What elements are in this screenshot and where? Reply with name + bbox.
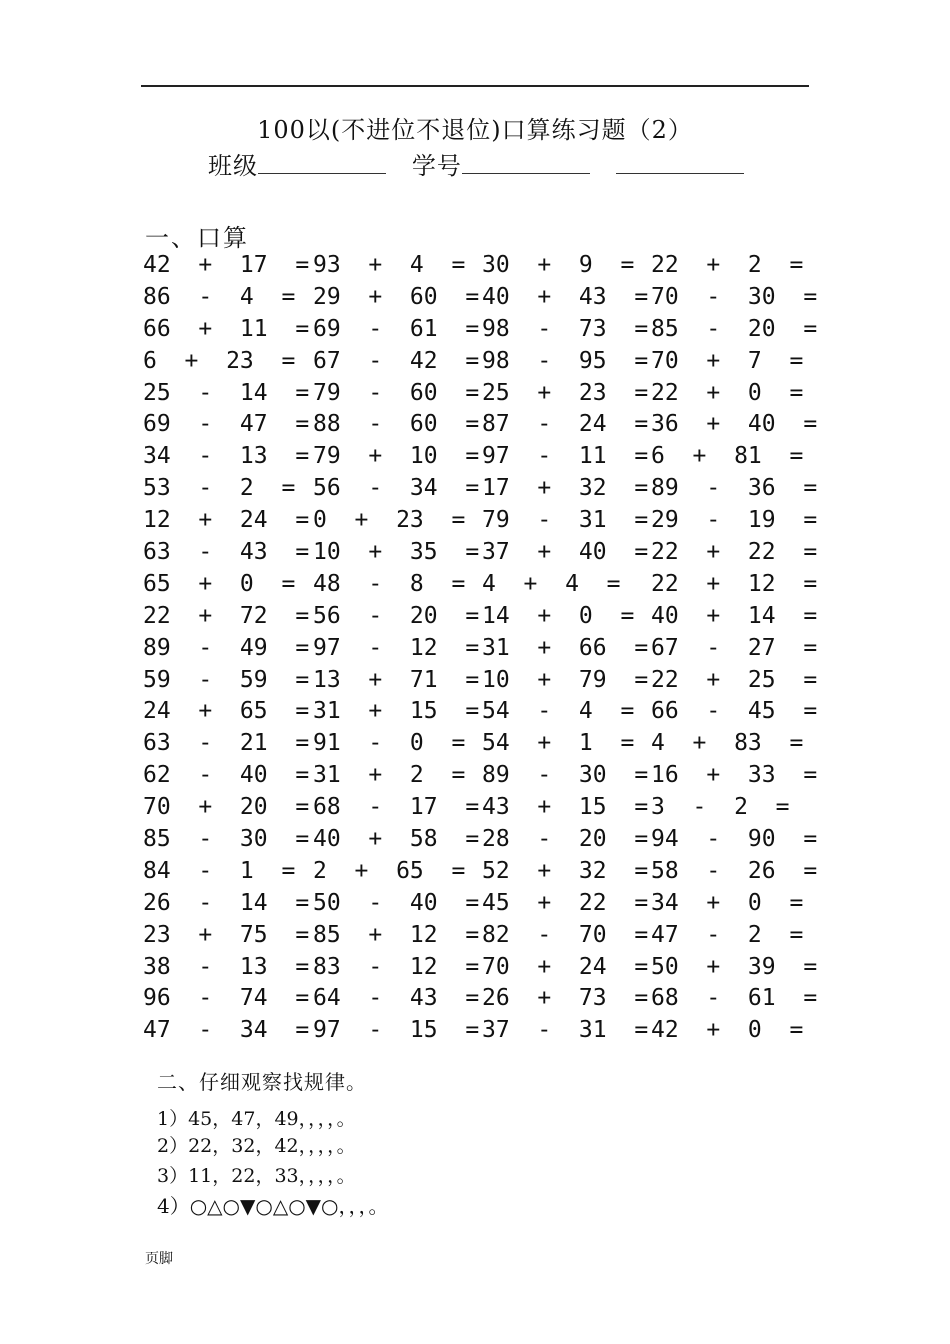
problem-item: 47 - 2 = [651, 921, 804, 948]
problem-item: 54 + 1 = [482, 730, 635, 757]
problem-item: 10 + 79 = [482, 666, 649, 693]
problem-item: 59 - 59 = [143, 666, 310, 693]
problem-item: 36 + 40 = [651, 411, 818, 438]
problem-item: 34 - 13 = [143, 443, 310, 470]
problem-item: 22 + 72 = [143, 602, 310, 629]
problem-row [143, 378, 823, 410]
problem-item: 22 + 2 = [651, 252, 804, 278]
problem-item: 24 + 65 = [143, 698, 310, 725]
pattern-item-4: 4）○△○▼○△○▼○，，，。 [157, 1194, 389, 1218]
problem-item: 98 - 73 = [482, 315, 649, 342]
problem-item: 66 + 11 = [143, 315, 310, 342]
problem-row [143, 505, 823, 537]
problem-row [143, 665, 823, 697]
problem-item: 82 - 70 = [482, 921, 649, 948]
problem-item: 4 + 4 = [482, 570, 621, 597]
problem-item: 22 + 0 = [651, 379, 804, 406]
problem-item: 52 + 32 = [482, 857, 649, 884]
problem-item: 98 - 95 = [482, 347, 649, 374]
problem-row [143, 1015, 823, 1047]
problem-item: 85 - 30 = [143, 826, 310, 853]
problem-item: 89 - 36 = [651, 475, 818, 502]
problem-item: 37 - 31 = [482, 1017, 649, 1044]
problem-row [143, 282, 823, 314]
problem-row [143, 888, 823, 920]
problem-item: 79 - 31 = [482, 507, 649, 534]
problem-row [143, 856, 823, 888]
problem-row [143, 824, 823, 856]
problem-item: 31 + 15 = [313, 698, 480, 725]
problem-item: 42 + 0 = [651, 1017, 804, 1044]
problem-item: 6 + 81 = [651, 443, 804, 470]
problem-item: 30 + 9 = [482, 252, 635, 278]
problem-item: 6 + 23 = [143, 347, 296, 374]
problem-item: 31 + 66 = [482, 634, 649, 661]
problem-row [143, 792, 823, 824]
problem-item: 29 - 19 = [651, 507, 818, 534]
problem-item: 56 - 34 = [313, 475, 480, 502]
problem-item: 54 - 4 = [482, 698, 635, 725]
problem-item: 94 - 90 = [651, 826, 818, 853]
problem-item: 85 + 12 = [313, 921, 480, 948]
problem-item: 12 + 24 = [143, 507, 310, 534]
problem-row [143, 728, 823, 760]
class-label: 班级 [208, 152, 258, 180]
problem-item: 37 + 40 = [482, 539, 649, 566]
problem-item: 64 - 43 = [313, 985, 480, 1012]
problem-item: 63 - 21 = [143, 730, 310, 757]
problem-item: 96 - 74 = [143, 985, 310, 1012]
problem-item: 97 - 15 = [313, 1017, 480, 1044]
problem-row [143, 473, 823, 505]
problem-item: 97 - 11 = [482, 443, 649, 470]
problem-row [143, 537, 823, 569]
problem-item: 67 - 27 = [651, 634, 818, 661]
problem-item: 79 + 10 = [313, 443, 480, 470]
problem-item: 10 + 35 = [313, 539, 480, 566]
problem-row [143, 569, 823, 601]
problem-row [143, 920, 823, 952]
section-heading-mental-math: 一、口算 [145, 224, 249, 252]
problem-item: 89 - 30 = [482, 762, 649, 789]
student-no-label: 学号 [411, 152, 462, 180]
problem-item: 29 + 60 = [313, 283, 480, 310]
page-title: 100以(不进位不退位)口算练习题（2） [257, 116, 693, 144]
problem-item: 53 - 2 = [143, 475, 296, 502]
problem-item: 43 + 15 = [482, 794, 649, 821]
problem-item: 23 + 75 = [143, 921, 310, 948]
problem-item: 58 - 26 = [651, 857, 818, 884]
problem-row [143, 314, 823, 346]
problem-row [143, 952, 823, 984]
problem-item: 63 - 43 = [143, 539, 310, 566]
problem-item: 84 - 1 = [143, 857, 296, 884]
problem-item: 68 - 17 = [313, 794, 480, 821]
problem-item: 26 + 73 = [482, 985, 649, 1012]
problem-row [143, 601, 823, 633]
problem-item: 56 - 20 = [313, 602, 480, 629]
problem-item: 40 + 14 = [651, 602, 818, 629]
problem-item: 28 - 20 = [482, 826, 649, 853]
student-info-line [208, 146, 744, 181]
class-blank [258, 151, 386, 174]
problem-item: 50 + 39 = [651, 953, 818, 980]
problem-item: 42 + 17 = [143, 252, 310, 278]
name-blank [616, 151, 744, 174]
problem-item: 79 - 60 = [313, 379, 480, 406]
problem-item: 91 - 0 = [313, 730, 466, 757]
problem-item: 85 - 20 = [651, 315, 818, 342]
problem-item: 22 + 12 = [651, 570, 818, 597]
problem-item: 31 + 2 = [313, 762, 466, 789]
problem-item: 70 + 7 = [651, 347, 804, 374]
pattern-item-1: 1）45，47，49，，，，。 [157, 1108, 356, 1130]
problem-item: 2 + 65 = [313, 857, 466, 884]
problem-item: 4 + 83 = [651, 730, 804, 757]
problem-item: 70 + 20 = [143, 794, 310, 821]
problem-item: 48 - 8 = [313, 570, 466, 597]
problem-row [143, 696, 823, 728]
section-heading-patterns: 二、仔细观察找规律。 [157, 1070, 367, 1094]
page-footer: 页脚 [145, 1251, 173, 1267]
problem-item: 87 - 24 = [482, 411, 649, 438]
pattern-item-3: 3）11，22，33，，，，。 [157, 1165, 356, 1187]
problem-item: 67 - 42 = [313, 347, 480, 374]
problem-item: 47 - 34 = [143, 1017, 310, 1044]
problem-item: 69 - 47 = [143, 411, 310, 438]
top-rule [141, 85, 809, 87]
problem-item: 26 - 14 = [143, 889, 310, 916]
problem-row [143, 633, 823, 665]
problem-item: 40 + 43 = [482, 283, 649, 310]
problem-item: 83 - 12 = [313, 953, 480, 980]
problem-item: 34 + 0 = [651, 889, 804, 916]
problem-item: 13 + 71 = [313, 666, 480, 693]
problem-item: 86 - 4 = [143, 283, 296, 310]
pattern-item-2: 2）22，32，42，，，，。 [157, 1135, 356, 1157]
problem-item: 22 + 25 = [651, 666, 818, 693]
problem-item: 45 + 22 = [482, 889, 649, 916]
problem-item: 70 - 30 = [651, 283, 818, 310]
problem-row [143, 250, 823, 282]
problem-item: 62 - 40 = [143, 762, 310, 789]
problem-item: 38 - 13 = [143, 953, 310, 980]
problem-row [143, 983, 823, 1015]
problem-item: 22 + 22 = [651, 539, 818, 566]
problem-item: 14 + 0 = [482, 602, 635, 629]
problem-row [143, 441, 823, 473]
problem-item: 93 + 4 = [313, 252, 466, 278]
problem-item: 16 + 33 = [651, 762, 818, 789]
problem-item: 50 - 40 = [313, 889, 480, 916]
problem-item: 3 - 2 = [651, 794, 790, 821]
problem-item: 89 - 49 = [143, 634, 310, 661]
problem-item: 68 - 61 = [651, 985, 818, 1012]
problem-item: 40 + 58 = [313, 826, 480, 853]
problem-item: 0 + 23 = [313, 507, 466, 534]
problem-item: 25 + 23 = [482, 379, 649, 406]
problem-item: 97 - 12 = [313, 634, 480, 661]
student-no-blank [462, 151, 590, 174]
problem-item: 88 - 60 = [313, 411, 480, 438]
problem-grid [143, 250, 823, 1047]
problem-item: 69 - 61 = [313, 315, 480, 342]
problem-item: 66 - 45 = [651, 698, 818, 725]
problem-row [143, 409, 823, 441]
problem-item: 17 + 32 = [482, 475, 649, 502]
problem-row [143, 760, 823, 792]
problem-item: 65 + 0 = [143, 570, 296, 597]
problem-item: 25 - 14 = [143, 379, 310, 406]
problem-item: 70 + 24 = [482, 953, 649, 980]
problem-row [143, 346, 823, 378]
